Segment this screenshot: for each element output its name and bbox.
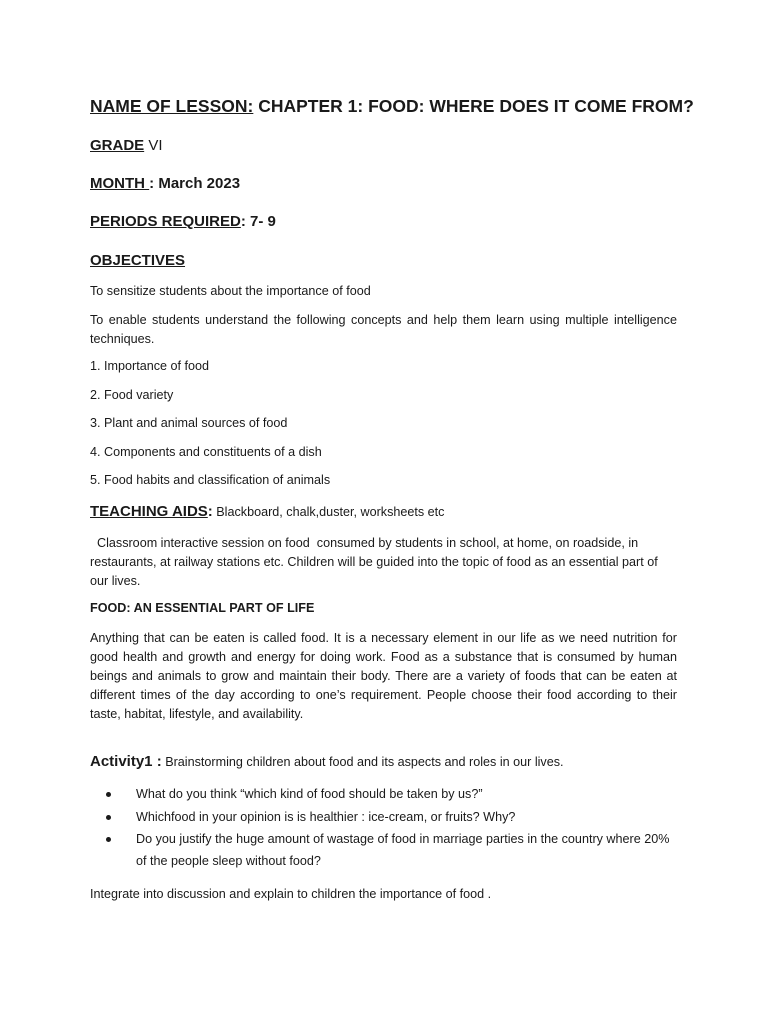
objective-item: 4. Components and constituents of a dish bbox=[90, 445, 322, 459]
teaching-aids-value: Blackboard, chalk,duster, worksheets etc bbox=[212, 505, 445, 519]
bullet-text: What do you think “which kind of food should be taken by us?” bbox=[136, 787, 483, 801]
bullet-icon bbox=[106, 815, 111, 820]
list-item bbox=[90, 784, 680, 806]
periods-line bbox=[90, 213, 276, 230]
lesson-name-value: CHAPTER 1: FOOD: WHERE DOES IT COME FROM? bbox=[258, 96, 694, 116]
activity-text: Brainstorming children about food and its aspects and roles in our lives. bbox=[161, 755, 564, 769]
teaching-aids-colon: : bbox=[207, 503, 213, 520]
objectives-enable: To enable students understand the following concepts and help them learn using multiple intelligence techniques. bbox=[90, 313, 677, 346]
activity-line bbox=[90, 753, 564, 771]
periods-value: : 7- 9 bbox=[240, 213, 276, 230]
lesson-title bbox=[90, 96, 694, 117]
activity-conclusion: Integrate into discussion and explain to children the importance of food . bbox=[90, 887, 492, 901]
objective-item: 5. Food habits and classification of animals bbox=[90, 473, 331, 487]
bullet-icon bbox=[106, 792, 111, 797]
section-heading: FOOD: AN ESSENTIAL PART OF LIFE bbox=[90, 601, 315, 615]
month-value: : March 2023 bbox=[149, 175, 241, 192]
activity-bullet-list bbox=[90, 784, 680, 873]
month-label: MONTH bbox=[90, 175, 150, 192]
activity-label: Activity1 : bbox=[90, 753, 162, 770]
teaching-aids-line bbox=[90, 503, 444, 521]
objective-item: 1. Importance of food bbox=[90, 359, 210, 373]
lesson-name-label: NAME OF LESSON: bbox=[90, 96, 254, 116]
periods-label: PERIODS REQUIRED bbox=[90, 213, 241, 230]
section-paragraph: Anything that can be eaten is called food. It is a necessary element in our life as we need nutrition for good health and growth and energy for doing work. Food as a substance that is consumed by human beings and animals to grow and maintain their body. There are a variety of foods that can be eaten at different times of the day according to one’s requirement. People choose their food according to their taste, habitat, lifestyle, and availability. bbox=[90, 631, 677, 721]
grade-label: GRADE bbox=[90, 137, 145, 154]
classroom-paragraph: Classroom interactive session on food consumed by students in school, at home, on roadside, in restaurants, at railway stations etc. Children will be guided into the topic of food as an essential part of our lives. bbox=[90, 536, 662, 588]
month-line bbox=[90, 175, 240, 192]
grade-value: VI bbox=[144, 137, 163, 154]
objectives-intro: To sensitize students about the importance of food bbox=[90, 284, 371, 298]
list-item bbox=[90, 829, 680, 872]
bullet-text: Do you justify the huge amount of wastage of food in marriage parties in the country where 20% of the people sleep without food? bbox=[136, 832, 670, 868]
bullet-text: Whichfood in your opinion is is healthier : ice-cream, or fruits? Why? bbox=[136, 809, 516, 824]
teaching-aids-label: TEACHING AIDS bbox=[90, 503, 208, 520]
bullet-icon bbox=[106, 837, 111, 842]
objectives-heading: OBJECTIVES bbox=[90, 252, 186, 269]
objective-item: 3. Plant and animal sources of food bbox=[90, 416, 288, 430]
list-item bbox=[90, 807, 680, 829]
objective-item: 2. Food variety bbox=[90, 388, 174, 402]
grade-line bbox=[90, 137, 163, 154]
